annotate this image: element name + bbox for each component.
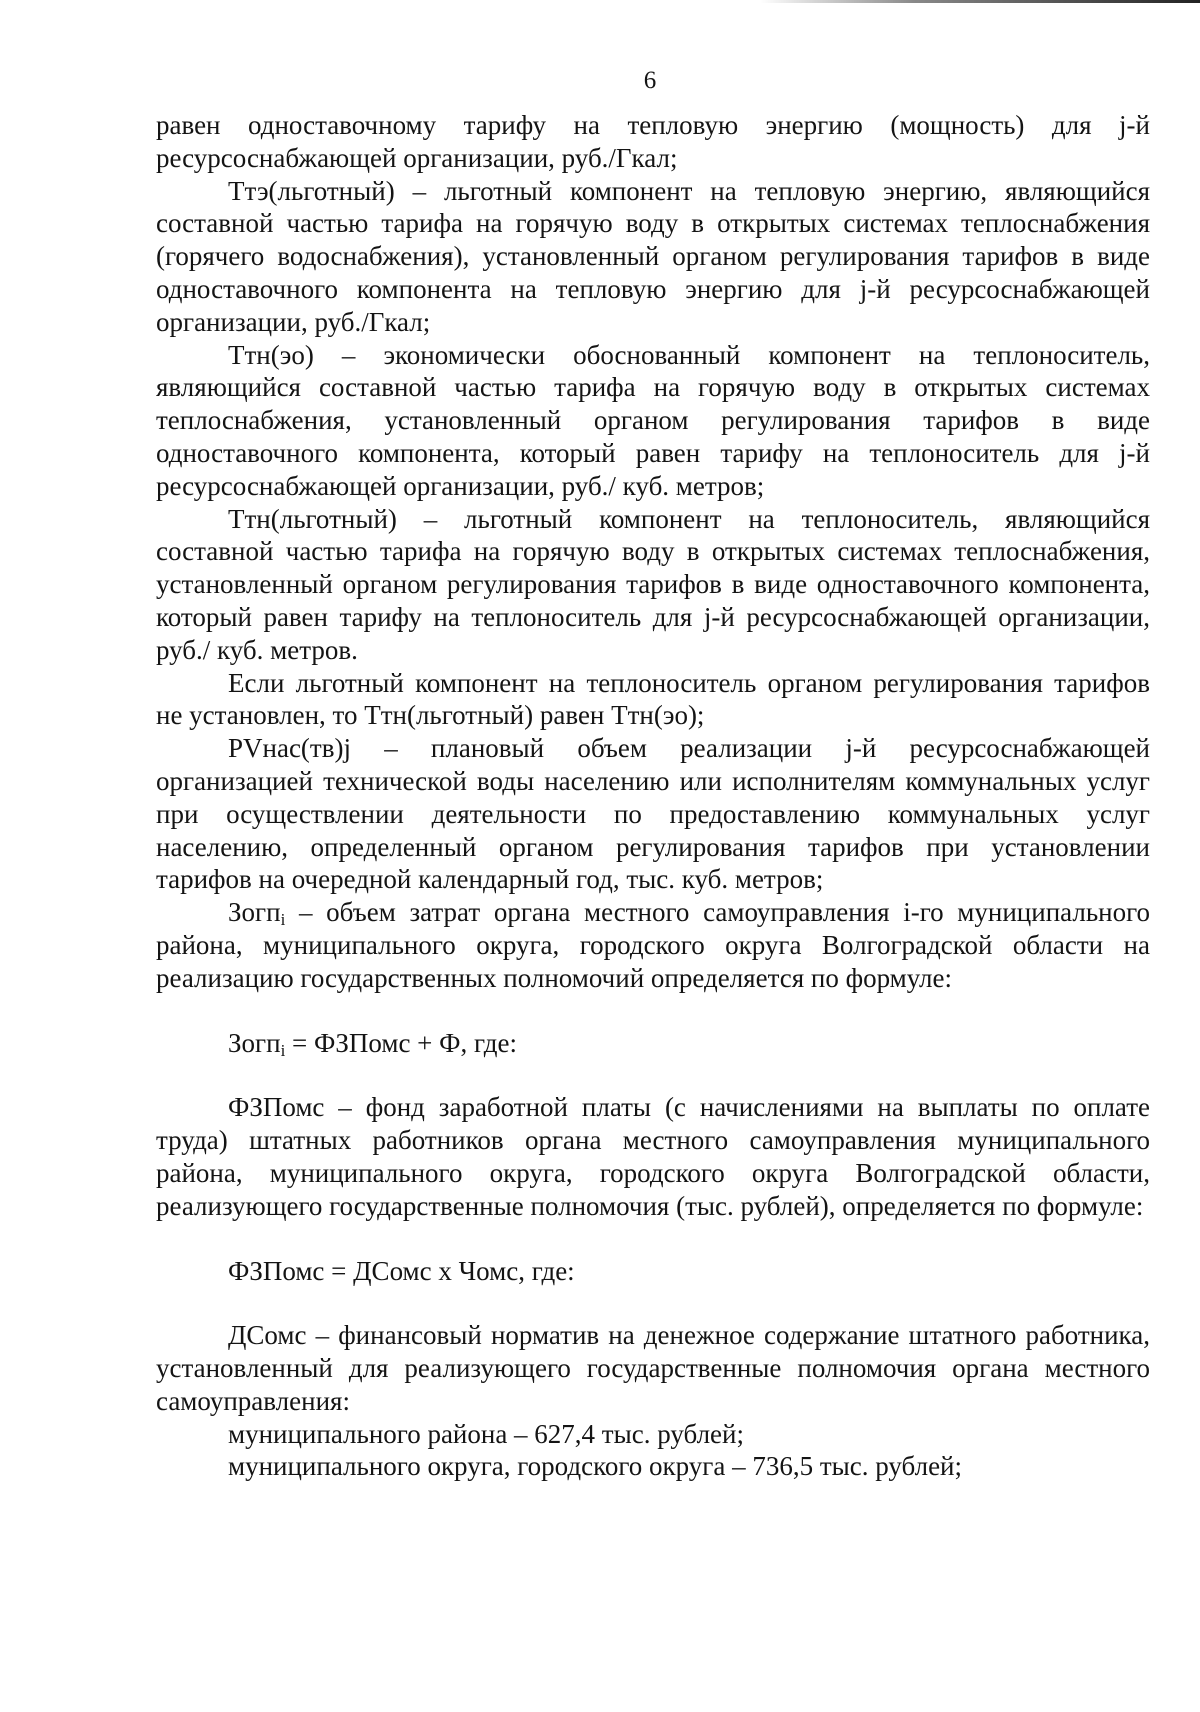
formula-zogp-subscript: i xyxy=(280,1040,286,1060)
paragraph-dsoms-definition: ДСомс – финансовый норматив на денежное содержание штатного работника, установленный для реализующего государственные полномочия органа местного самоуправления: xyxy=(156,1320,1150,1416)
formula-zogp-expression: = ФЗПомс + Ф, где: xyxy=(285,1027,517,1058)
formula-zogp xyxy=(156,1027,1150,1060)
formula-zogp-symbol: Зогп xyxy=(228,1027,281,1058)
norm-municipal-district: муниципального района – 627,4 тыс. рублей; xyxy=(228,1418,744,1449)
paragraph-tte-preferential: Ттэ(льготный) – льготный компонент на тепловую энергию, являющийся составной частью тарифа на горячую воду в открытых системах теплоснабжения (горячего водоснабжения), установленный органом регулирования тарифов в виде одноставочного компонента на тепловую энергию для j-й ресурсоснабжающей организации, руб./Гкал; xyxy=(156,175,1150,337)
zogp-symbol: Зогп xyxy=(228,897,281,928)
paragraph-fzp-definition: ФЗПомс – фонд заработной платы (с начислениями на выплаты по оплате труда) штатных работников органа местного самоуправления муниципального района, муниципального округа, городского округа Волгоградской области, реализующего государственные полномочия (тыс. рублей), определяется по формуле: xyxy=(156,1092,1150,1221)
norm-municipal-city-district: муниципального округа, городского округа – 736,5 тыс. рублей; xyxy=(228,1451,963,1482)
formula-fzp: ФЗПомс = ДСомс х Чомс, где: xyxy=(228,1255,575,1286)
scan-edge-line xyxy=(760,0,1200,3)
zogp-definition-text: – объем затрат органа местного самоуправления i-го муниципального района, муниципального округа, городского округа Волгоградской области на реализацию государственных полномочий определяется по формуле: xyxy=(156,897,1150,993)
paragraph-zogp-definition xyxy=(156,896,1150,994)
paragraph-tariff-continuation: равен одноставочному тарифу на тепловую энергию (мощность) для j-й ресурсоснабжающей организации, руб./Гкал; xyxy=(156,110,1150,173)
paragraph-preferential-not-set: Если льготный компонент на теплоноситель органом регулирования тарифов не установлен, то Ттн(льготный) равен Ттн(эо); xyxy=(156,667,1150,731)
paragraph-pv-volume: PVнас(тв)j – плановый объем реализации j-й ресурсоснабжающей организацией технической воды населению или исполнителям коммунальных услуг при осуществлении деятельности по предоставлению коммунальных услуг населению, определенный органом регулирования тарифов при установлении тарифов на очередной календарный год, тыс. куб. метров; xyxy=(156,733,1150,895)
paragraph-ttn-preferential: Ттн(льготный) – льготный компонент на теплоноситель, являющийся составной частью тарифа на горячую воду в открытых системах теплоснабжения, установленный органом регулирования тарифов в виде одноставочного компонента, который равен тарифу на теплоноситель для j-й ресурсоснабжающей организации, руб./ куб. метров. xyxy=(156,503,1150,665)
zogp-subscript: i xyxy=(280,910,286,930)
paragraph-ttn-economic: Ттн(эо) – экономически обоснованный компонент на теплоноситель, являющийся составной частью тарифа на горячую воду в открытых системах теплоснабжения, установленный органом регулирования тарифов в виде одноставочного компонента, который равен тарифу на теплоноситель для j-й ресурсоснабжающей организации, руб./ куб. метров; xyxy=(156,339,1150,501)
document-body xyxy=(156,109,1150,1483)
page-number: 6 xyxy=(643,67,657,94)
